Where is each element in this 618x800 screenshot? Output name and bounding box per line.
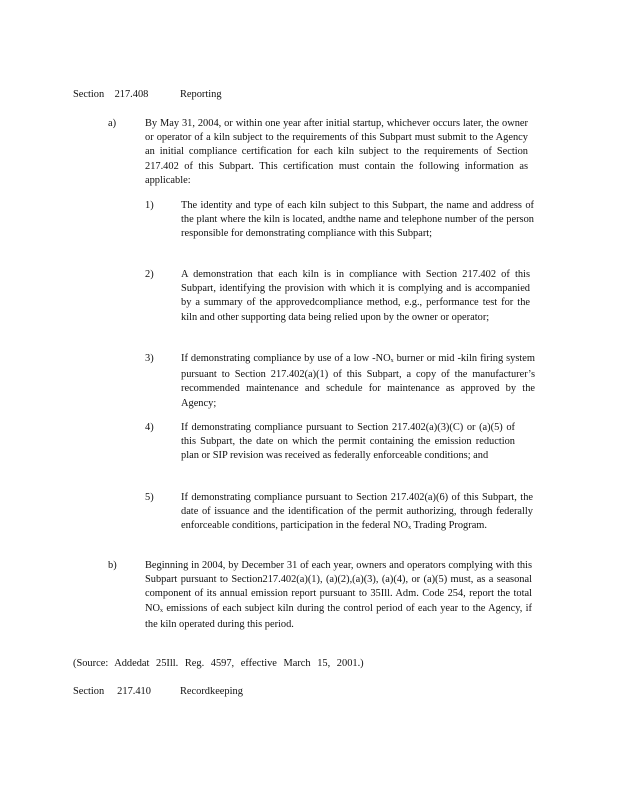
section-number: 217.408	[114, 89, 149, 100]
item-1-text: The identity and type of each kiln subject to this Subpart, the name and address of the plant where the kiln is located, andthe name and telephone number of the person responsible for demonstrating compliance with this Subpart;	[181, 200, 534, 240]
section-2-title: Recordkeeping	[180, 686, 243, 697]
item-1-label: 1)	[145, 200, 154, 211]
subsection-a-label: a)	[108, 118, 117, 129]
item-3-text-post: burner or mid -kiln firing system pursuant to Section 217.402(a)(1) of this Subpart, a copy of the manufacturer’s recommended maintenance and schedule for maintenance as approved by the Agency;	[181, 353, 535, 409]
item-3-label: 3)	[145, 353, 154, 364]
item-4-text: If demonstrating compliance pursuant to Section 217.402(a)(3)(C) or (a)(5) of this Subpart, the date on which the permit containing the emission reduction plan or SIP revision was received as federally enforceable conditions; and	[181, 422, 515, 462]
item-2-text: A demonstration that each kiln is in compliance with Section 217.402 of this Subpart, identifying the provision with which it is complying and is accompanied by a summary of the approvedcompliance method, e.g., performance test for the kiln and other supporting data being relied upon by the owner or operator;	[181, 269, 530, 323]
subsection-b-text-post: emissions of each subject kiln during the control period of each year to the Agency, if the kiln operated during this period.	[145, 602, 532, 630]
section-heading	[73, 88, 148, 102]
subsection-b-subscript: x	[160, 607, 164, 614]
item-3-subscript: x	[390, 358, 394, 364]
source-note: (Source: Addedat 25Ill. Reg. 4597, effective March 15, 2001.)	[73, 658, 364, 669]
item-5-label: 5)	[145, 492, 154, 503]
item-5-text	[181, 491, 533, 536]
item-5-text-post: Trading Program.	[413, 520, 487, 532]
item-4-label: 4)	[145, 422, 154, 433]
item-3-text-pre: If demonstrating compliance by use of a low -NO	[181, 353, 391, 364]
item-2-label: 2)	[145, 269, 154, 280]
subsection-b-label: b)	[108, 560, 117, 571]
section-heading-2	[73, 685, 151, 699]
section-title: Reporting	[180, 89, 222, 100]
section-label: Section	[73, 89, 105, 100]
subsection-a-text: By May 31, 2004, or within one year after initial startup, whichever occurs later, the owner or operator of a kiln subject to the requirements of this Subpart must submit to the Agency an initial compliance certification for each kiln subject to the requirements of Section 217.402 of this Subpart. This certification must contain the following information as applicable:	[145, 118, 528, 186]
subsection-b-text	[145, 559, 532, 632]
section-2-number: 217.410	[117, 686, 151, 697]
item-5-text-pre: If demonstrating compliance pursuant to Section 217.402(a)(6) of this Subpart, the date of issuance and the identification of the permit authorizing, through federally enforceable conditions, participation in the federal NO	[181, 492, 533, 532]
item-3-text	[181, 352, 535, 411]
section-2-label: Section	[73, 686, 105, 697]
subsection-b-text-pre: Beginning in 2004, by December 31 of each year, owners and operators complying with this Subpart pursuant to Section217.402(a)(1), (a)(2),(a)(3), (a)(4), or (a)(5) must, as a seasonal component of its annual emission report pursuant to 35Ill. Adm. Code 254, report the total NO	[145, 560, 532, 614]
item-5-subscript: x	[408, 525, 412, 532]
